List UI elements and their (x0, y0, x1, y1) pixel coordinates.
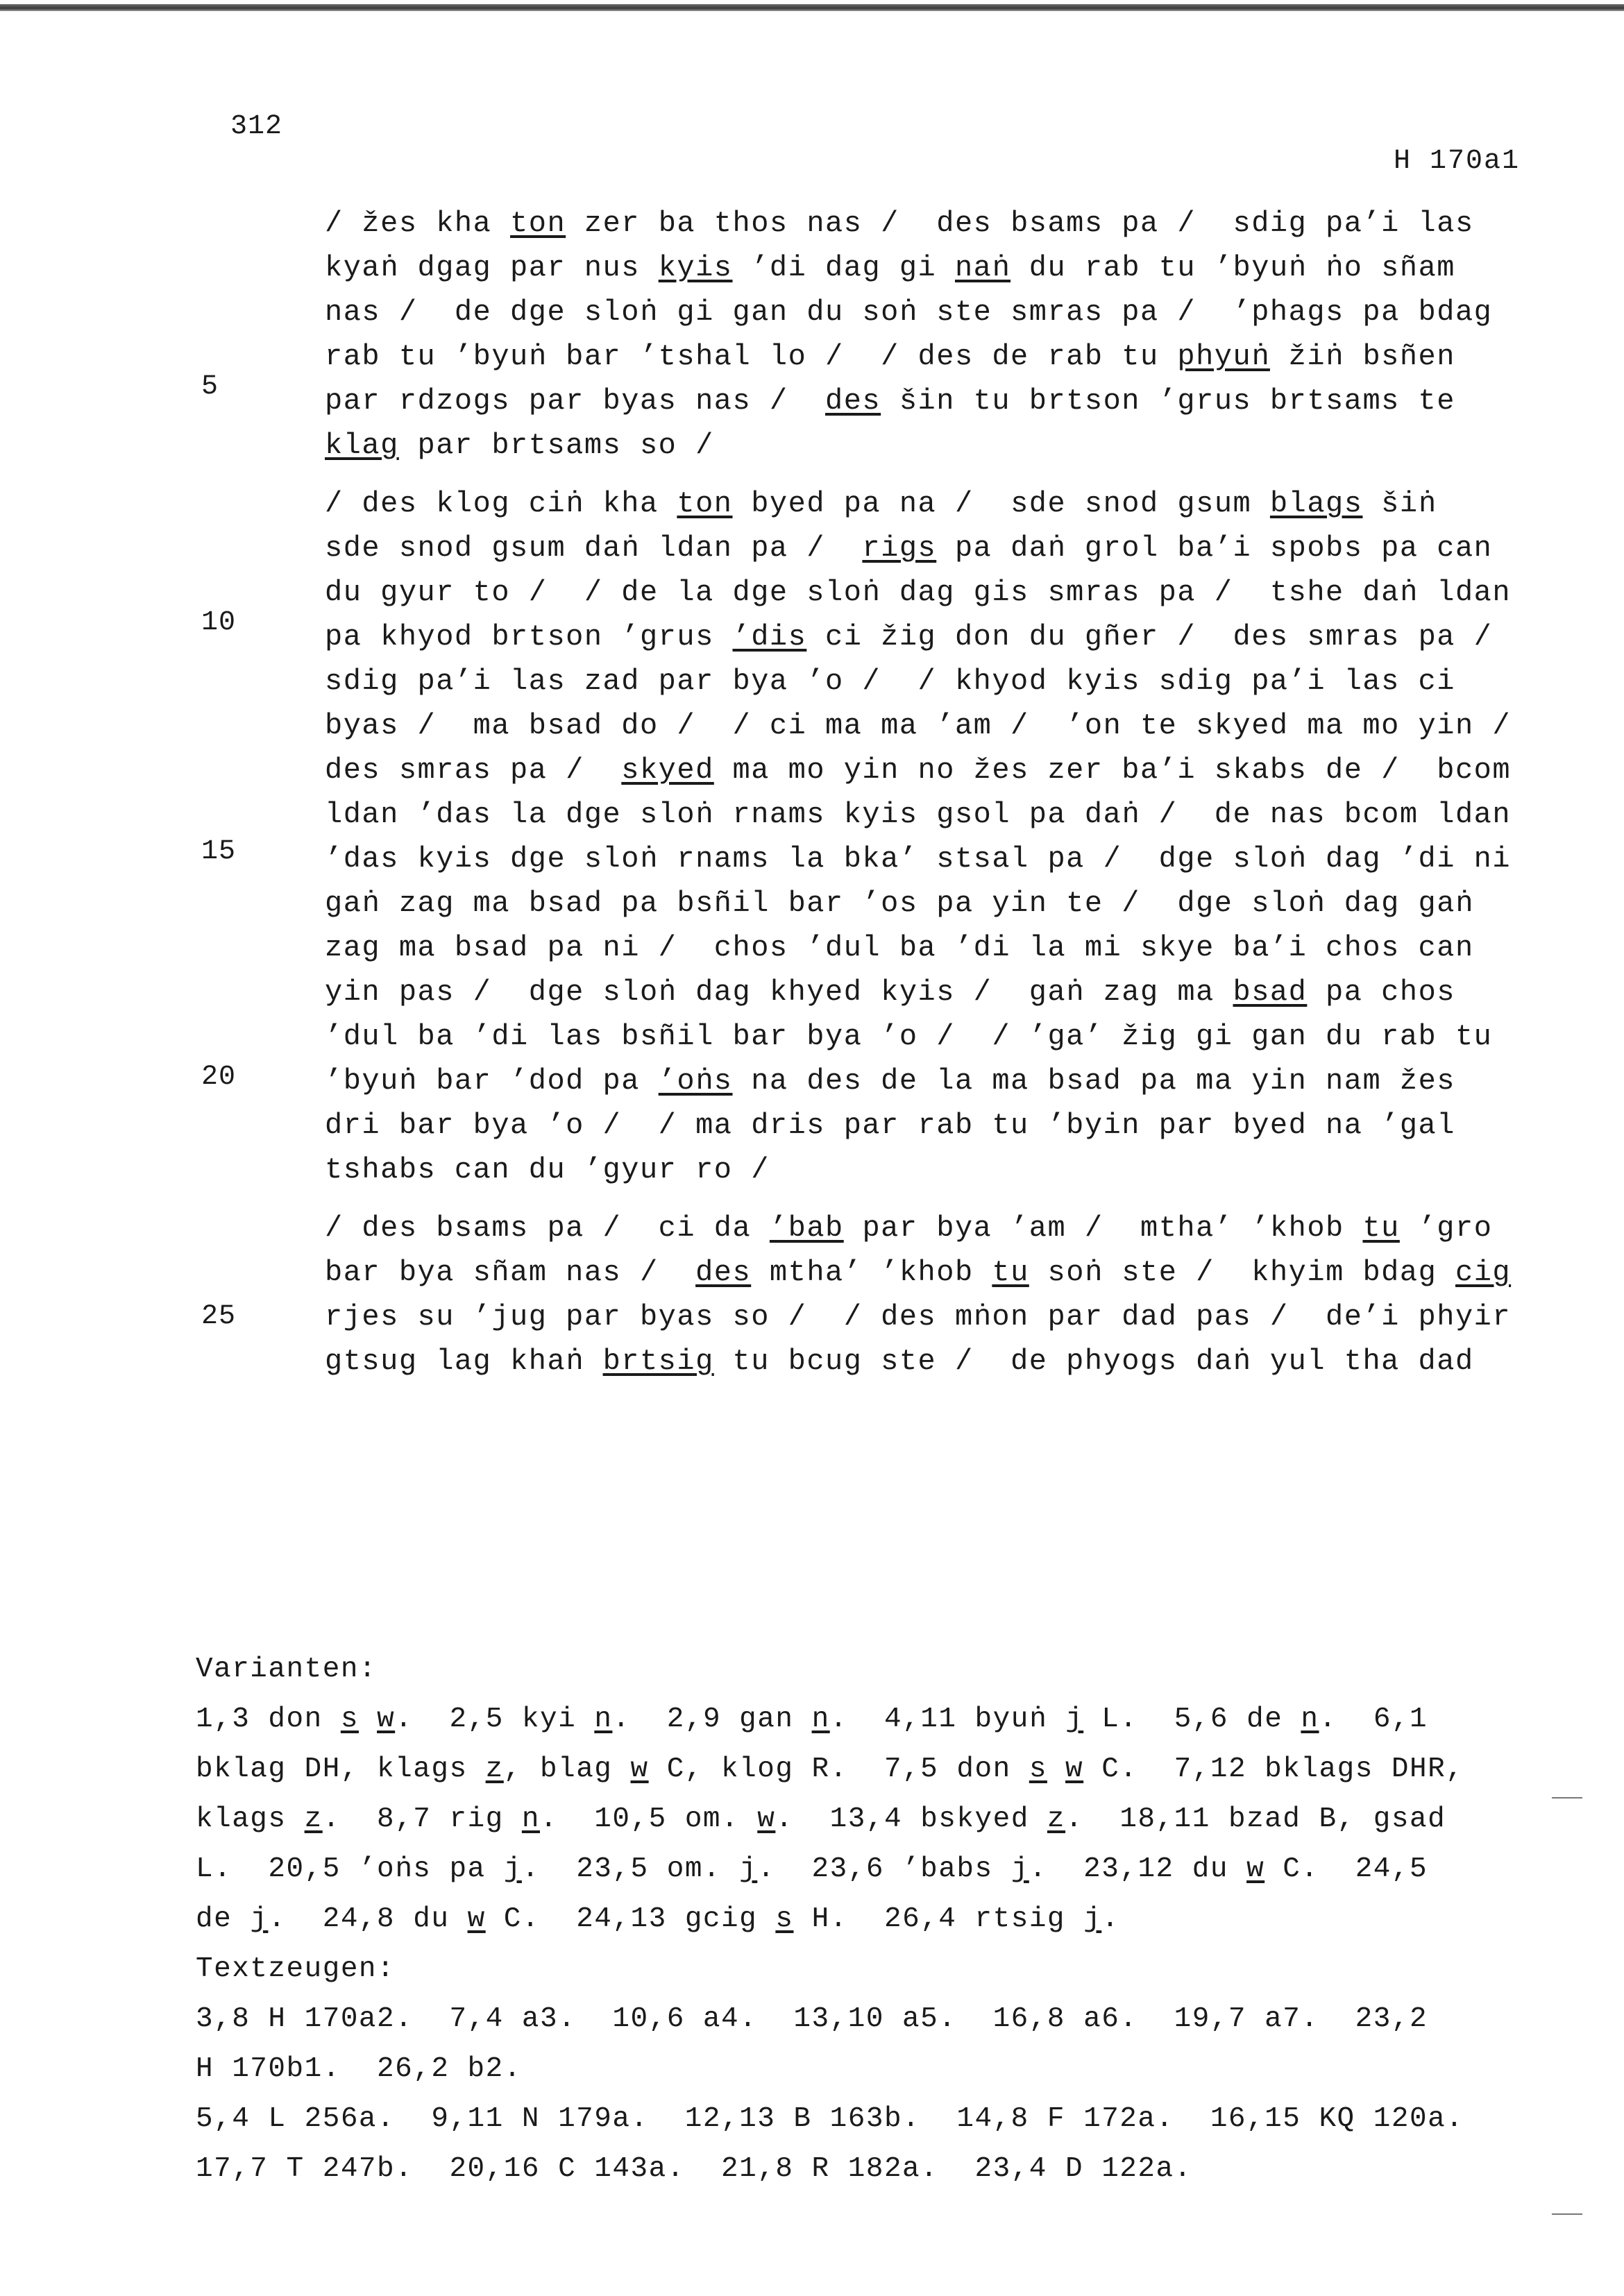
page-number: 312 (230, 111, 283, 142)
text-line: zag ma bsad pa ni / chos ’dul ba ’di la mi skye ba’i chos can (325, 931, 1474, 964)
text-line: / des bsams pa / ci da ’bab par bya ’am / mtha’ ’khob tu ’gro (325, 1211, 1493, 1245)
witness-line: 5,4 L 256a. 9,11 N 179a. 12,13 B 163b. 14,8 F 172a. 16,15 KQ 120a. (196, 2103, 1464, 2135)
witness-line: H 170b1. 26,2 b2. (196, 2053, 522, 2085)
margin-mark (1552, 1797, 1582, 1798)
scan-top-border (0, 4, 1624, 11)
line-number-25: 25 (201, 1301, 237, 1332)
text-line: tshabs can du ’gyur ro / (325, 1153, 770, 1187)
witness-line: 3,8 H 170a2. 7,4 a3. 10,6 a4. 13,10 a5. 16,8 a6. 19,7 a7. 23,2 (196, 2003, 1428, 2035)
text-line: nas / de dge sloṅ gi gan du soṅ ste smras pa / ’phags pa bdag (325, 296, 1493, 329)
line-number-5: 5 (201, 371, 219, 402)
text-line: ’das kyis dge sloṅ rnams la bka’ stsal pa / dge sloṅ dag ’di ni (325, 842, 1512, 876)
witness-line: 17,7 T 247b. 20,16 C 143a. 21,8 R 182a. 23,4 D 122a. (196, 2153, 1192, 2185)
variant-line: de j. 24,8 du w C. 24,13 gcig s H. 26,4 rtsig j. (196, 1903, 1120, 1935)
text-line: sdig pa’i las zad par bya ’o / / khyod kyis sdig pa’i las ci (325, 665, 1455, 698)
varianten-heading: Varianten: (196, 1653, 378, 1685)
text-line: rjes su ’jug par byas so / / des mṅon par dad pas / de’i phyir (325, 1300, 1512, 1334)
margin-mark (1552, 2213, 1582, 2215)
variant-line: bklag DH, klags z, blag w C, klog R. 7,5 don s w C. 7,12 bklags DHR, (196, 1753, 1464, 1785)
text-line: rab tu ’byuṅ bar ’tshal lo / / des de rab tu phyuṅ žiṅ bsñen (325, 340, 1455, 373)
line-number-15: 15 (201, 836, 237, 867)
textzeugen-list-2 (196, 2094, 1514, 2194)
text-line: par rdzogs par byas nas / des šin tu brtson ’grus brtsams te (325, 384, 1455, 418)
main-text-block (325, 201, 1519, 1397)
text-line: du gyur to / / de la dge sloṅ dag gis smras pa / tshe daṅ ldan (325, 576, 1512, 609)
text-line: yin pas / dge sloṅ dag khyed kyis / gaṅ zag ma bsad pa chos (325, 976, 1455, 1009)
text-line: bar bya sñam nas / des mtha’ ’khob tu soṅ ste / khyim bdag cig (325, 1256, 1512, 1289)
text-line: des smras pa / skyed ma mo yin no žes zer ba’i skabs de / bcom (325, 754, 1512, 787)
varianten-list (196, 1694, 1514, 1944)
variant-line: L. 20,5 ’oṅs pa j. 23,5 om. j. 23,6 ’babs j. 23,12 du w C. 24,5 (196, 1853, 1428, 1885)
text-line: klag par brtsams so / (325, 429, 714, 462)
text-line: / žes kha ton zer ba thos nas / des bsams pa / sdig pa’i las (325, 207, 1474, 240)
text-line: ldan ’das la dge sloṅ rnams kyis gsol pa daṅ / de nas bcom ldan (325, 798, 1512, 831)
text-paragraph (325, 1206, 1519, 1384)
textzeugen-heading: Textzeugen: (196, 1953, 396, 1985)
line-number-10: 10 (201, 607, 237, 638)
folio-reference: H 170a1 (1393, 146, 1520, 177)
text-line: pa khyod brtson ’grus ’dis ci žig don du gñer / des smras pa / (325, 620, 1493, 654)
text-line: dri bar bya ’o / / ma dris par rab tu ’byin par byed na ’gal (325, 1109, 1455, 1142)
text-line: sde snod gsum daṅ ldan pa / rigs pa daṅ grol ba’i spobs pa can (325, 532, 1493, 565)
text-paragraph (325, 201, 1519, 468)
text-line: byas / ma bsad do / / ci ma ma ’am / ’on te skyed ma mo yin / (325, 709, 1512, 742)
text-line: ’dul ba ’di las bsñil bar bya ’o / / ’ga’ žig gi gan du rab tu (325, 1020, 1493, 1053)
variant-line: 1,3 don s w. 2,5 kyi n. 2,9 gan n. 4,11 byuṅ j L. 5,6 de n. 6,1 (196, 1703, 1428, 1735)
text-paragraph (325, 482, 1519, 1192)
text-line: kyaṅ dgag par nus kyis ’di dag gi naṅ du rab tu ’byuṅ ṅo sñam (325, 251, 1455, 284)
text-line: gaṅ zag ma bsad pa bsñil bar ’os pa yin te / dge sloṅ dag gaṅ (325, 887, 1474, 920)
variant-line: klags z. 8,7 rig n. 10,5 om. w. 13,4 bskyed z. 18,11 bzad B, gsad (196, 1803, 1446, 1835)
line-number-20: 20 (201, 1062, 237, 1093)
critical-apparatus (196, 1644, 1514, 2194)
text-line: ’byuṅ bar ’dod pa ’oṅs na des de la ma bsad pa ma yin nam žes (325, 1064, 1455, 1098)
text-line: gtsug lag khaṅ brtsig tu bcug ste / de phyogs daṅ yul tha dad (325, 1345, 1474, 1378)
text-line: / des klog ciṅ kha ton byed pa na / sde snod gsum blags šiṅ (325, 487, 1437, 520)
textzeugen-list-1 (196, 1994, 1514, 2094)
